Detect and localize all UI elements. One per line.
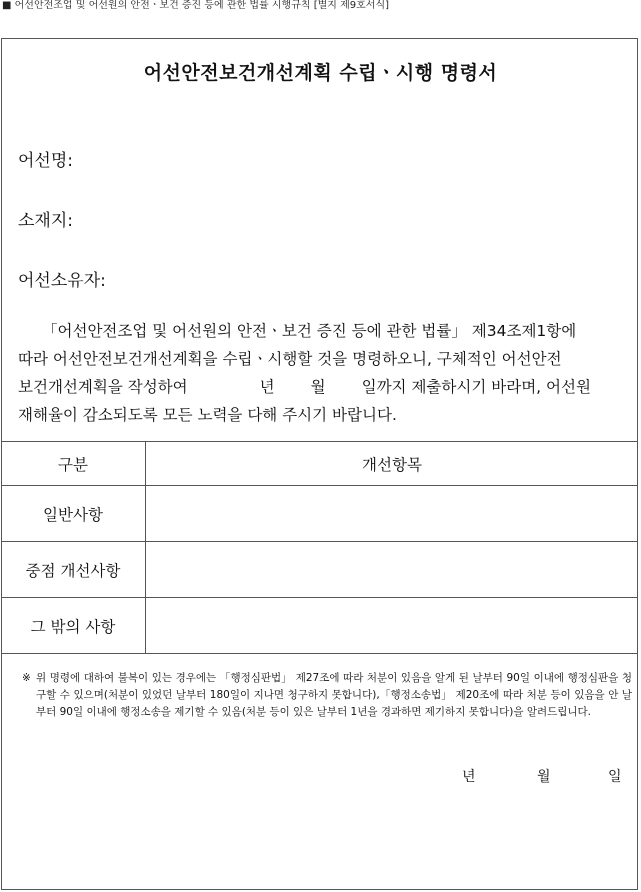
row-label-general: 일반사항 <box>1 486 146 542</box>
date-day-label: 일 <box>608 769 622 785</box>
row-value-other <box>146 598 639 654</box>
location-label: 소재지: <box>18 211 73 231</box>
vessel-name-label: 어선명: <box>18 151 73 171</box>
order-body-line-3: 보건개선계획을 작성하여 년 월 일까지 제출하시기 바라며, 어선원 <box>18 378 591 396</box>
table-row <box>1 598 638 654</box>
date-year-label: 년 <box>462 769 476 785</box>
deadline-month-label: 월 <box>310 378 326 396</box>
row-label-other: 그 밖의 사항 <box>1 598 146 654</box>
order-body-line-2: 따라 어선안전보건개선계획을 수립ㆍ시행할 것을 명령하오니, 구체적인 어선안전 <box>18 350 562 368</box>
improvement-table <box>1 441 638 654</box>
notice-text: 위 명령에 대하여 불복이 있는 경우에는 「행정심판법」 제27조에 따라 처분이 있음을 알게 된 날부터 90일 이내에 행정심판을 청구할 수 있으며(처분이 있었던 날부터 180일이 지나면 청구하지 못합니다),「행정소송법」 제20조에 따라 처분 등이 있음을 안 날부터 90일 이내에 행정소송을 제기할 수 있음(처분 등이 있은 날부터 1년을 경과하면 제기하지 못합니다)을 알려드립니다. <box>36 672 632 718</box>
appeal-notice <box>22 670 632 721</box>
form-header-note: ■ 어선안전조업 및 어선원의 안전ㆍ보건 증진 등에 관한 법률 시행규칙 [별지 제9호서식] <box>2 0 390 11</box>
order-body <box>18 317 630 429</box>
owner-label: 어선소유자: <box>18 271 106 291</box>
table-row <box>1 542 638 598</box>
date-month-label: 월 <box>537 769 551 785</box>
table-header-row <box>1 442 638 486</box>
header-category: 구분 <box>1 442 146 486</box>
row-value-focus <box>146 542 639 598</box>
header-improvement-items: 개선항목 <box>146 442 639 486</box>
row-label-focus: 중점 개선사항 <box>1 542 146 598</box>
order-body-line-4: 재해율이 감소되도록 모든 노력을 다해 주시기 바랍니다. <box>18 406 397 424</box>
form-title: 어선안전보건개선계획 수립ㆍ시행 명령서 <box>143 62 498 84</box>
order-body-line-1: 「어선안전조업 및 어선원의 안전ㆍ보건 증진 등에 관한 법률」 제34조제1항에 <box>42 322 577 340</box>
deadline-year-label: 년 <box>259 378 275 396</box>
row-value-general <box>146 486 639 542</box>
notice-mark: ※ <box>22 672 31 684</box>
table-row <box>1 486 638 542</box>
